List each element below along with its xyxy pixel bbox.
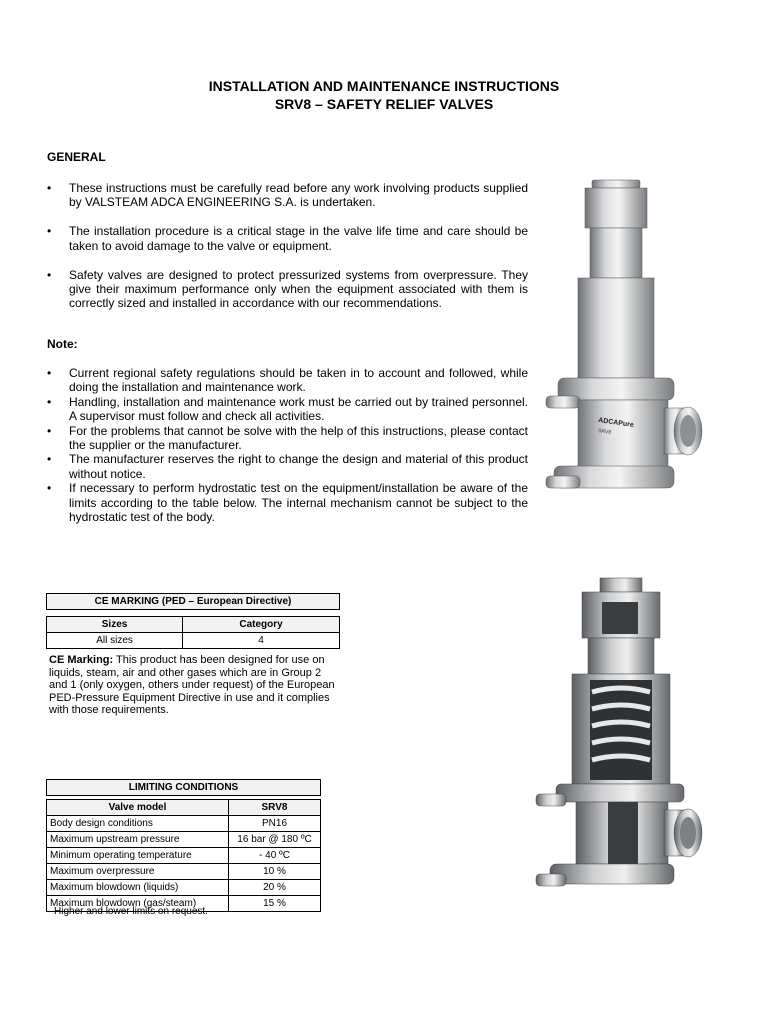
note-heading: Note: xyxy=(47,337,78,351)
general-item: • Safety valves are designed to protect pressurized systems from overpressure. They give their maximum performance only when the equipment associated with them is correctly sized and installed in accordance with our recommendations. xyxy=(47,268,528,311)
note-item: • Handling, installation and maintenance work must be carried out by trained personnel. A supervisor must follow and check all activities. xyxy=(47,395,528,424)
condition-name: Maximum overpressure xyxy=(47,864,229,880)
document-title: INSTALLATION AND MAINTENANCE INSTRUCTIONS xyxy=(208,78,560,94)
condition-name: Maximum upstream pressure xyxy=(47,832,229,848)
ce-sizes-value: All sizes xyxy=(47,633,183,649)
condition-name: Minimum operating temperature xyxy=(47,848,229,864)
limiting-header-srv8: SRV8 xyxy=(229,800,321,816)
table-row xyxy=(47,633,340,649)
ce-note-text: This product has been designed for use on liquids, steam, air and other gases which are in Group 2 and 1 (only oxygen, others under request) of the European PED-Pressure Equipment Directive in use and it complies with those requirements. xyxy=(49,654,335,717)
condition-value: - 40 ºC xyxy=(229,848,321,864)
ce-marking-title: CE MARKING (PED – European Directive) xyxy=(47,594,340,610)
general-item: • The installation procedure is a critical stage in the valve life time and care should be taken to avoid damage to the valve or equipment. xyxy=(47,224,528,253)
ce-header-sizes: Sizes xyxy=(47,617,183,633)
note-list xyxy=(47,366,528,524)
ce-header-category: Category xyxy=(183,617,340,633)
limiting-header-model: Valve model xyxy=(47,800,229,816)
condition-name: Maximum blowdown (liquids) xyxy=(47,880,229,896)
condition-value: 16 bar @ 180 ºC xyxy=(229,832,321,848)
note-item: • If necessary to perform hydrostatic test on the equipment/installation be aware of the limits according to the table below. The internal mechanism cannot be subject to the hydrostatic test of the body. xyxy=(47,481,528,524)
ce-category-value: 4 xyxy=(183,633,340,649)
general-list xyxy=(47,181,528,325)
ce-marking-table xyxy=(46,616,340,649)
ce-marking-note xyxy=(49,654,337,717)
valve-photo xyxy=(540,172,720,507)
general-heading: GENERAL xyxy=(47,150,106,164)
valve-brand-label: ADCAPure xyxy=(597,417,635,429)
table-row xyxy=(47,832,321,848)
limiting-conditions-table xyxy=(46,799,321,912)
condition-value: 15 % xyxy=(229,896,321,912)
condition-name: Maximum blowdown (gas/steam) xyxy=(47,896,229,912)
table-row xyxy=(47,848,321,864)
condition-value: 10 % xyxy=(229,864,321,880)
table-row xyxy=(47,864,321,880)
document-subtitle: SRV8 – SAFETY RELIEF VALVES xyxy=(274,96,494,112)
limiting-title-table xyxy=(46,779,321,796)
table-row xyxy=(47,880,321,896)
limiting-footnote: Higher and lower limits on request. xyxy=(54,906,208,917)
table-row xyxy=(47,816,321,832)
general-item: • These instructions must be carefully read before any work involving products supplied by VALSTEAM ADCA ENGINEERING S.A. is undertaken. xyxy=(47,181,528,210)
condition-name: Body design conditions xyxy=(47,816,229,832)
ce-note-label: CE Marking: xyxy=(49,654,114,666)
note-item: • Current regional safety regulations should be taken in to account and followed, while doing the installation and maintenance work. xyxy=(47,366,528,395)
note-item: • The manufacturer reserves the right to change the design and material of this product without notice. xyxy=(47,452,528,481)
condition-value: PN16 xyxy=(229,816,321,832)
note-item: • For the problems that cannot be solve with the help of this instructions, please contact the supplier or the manufacturer. xyxy=(47,424,528,453)
limiting-title: LIMITING CONDITIONS xyxy=(47,780,321,796)
valve-cutaway-photo xyxy=(528,572,708,897)
condition-value: 20 % xyxy=(229,880,321,896)
ce-marking-title-table xyxy=(46,593,340,610)
valve-model-label: SRV8 xyxy=(597,428,612,436)
